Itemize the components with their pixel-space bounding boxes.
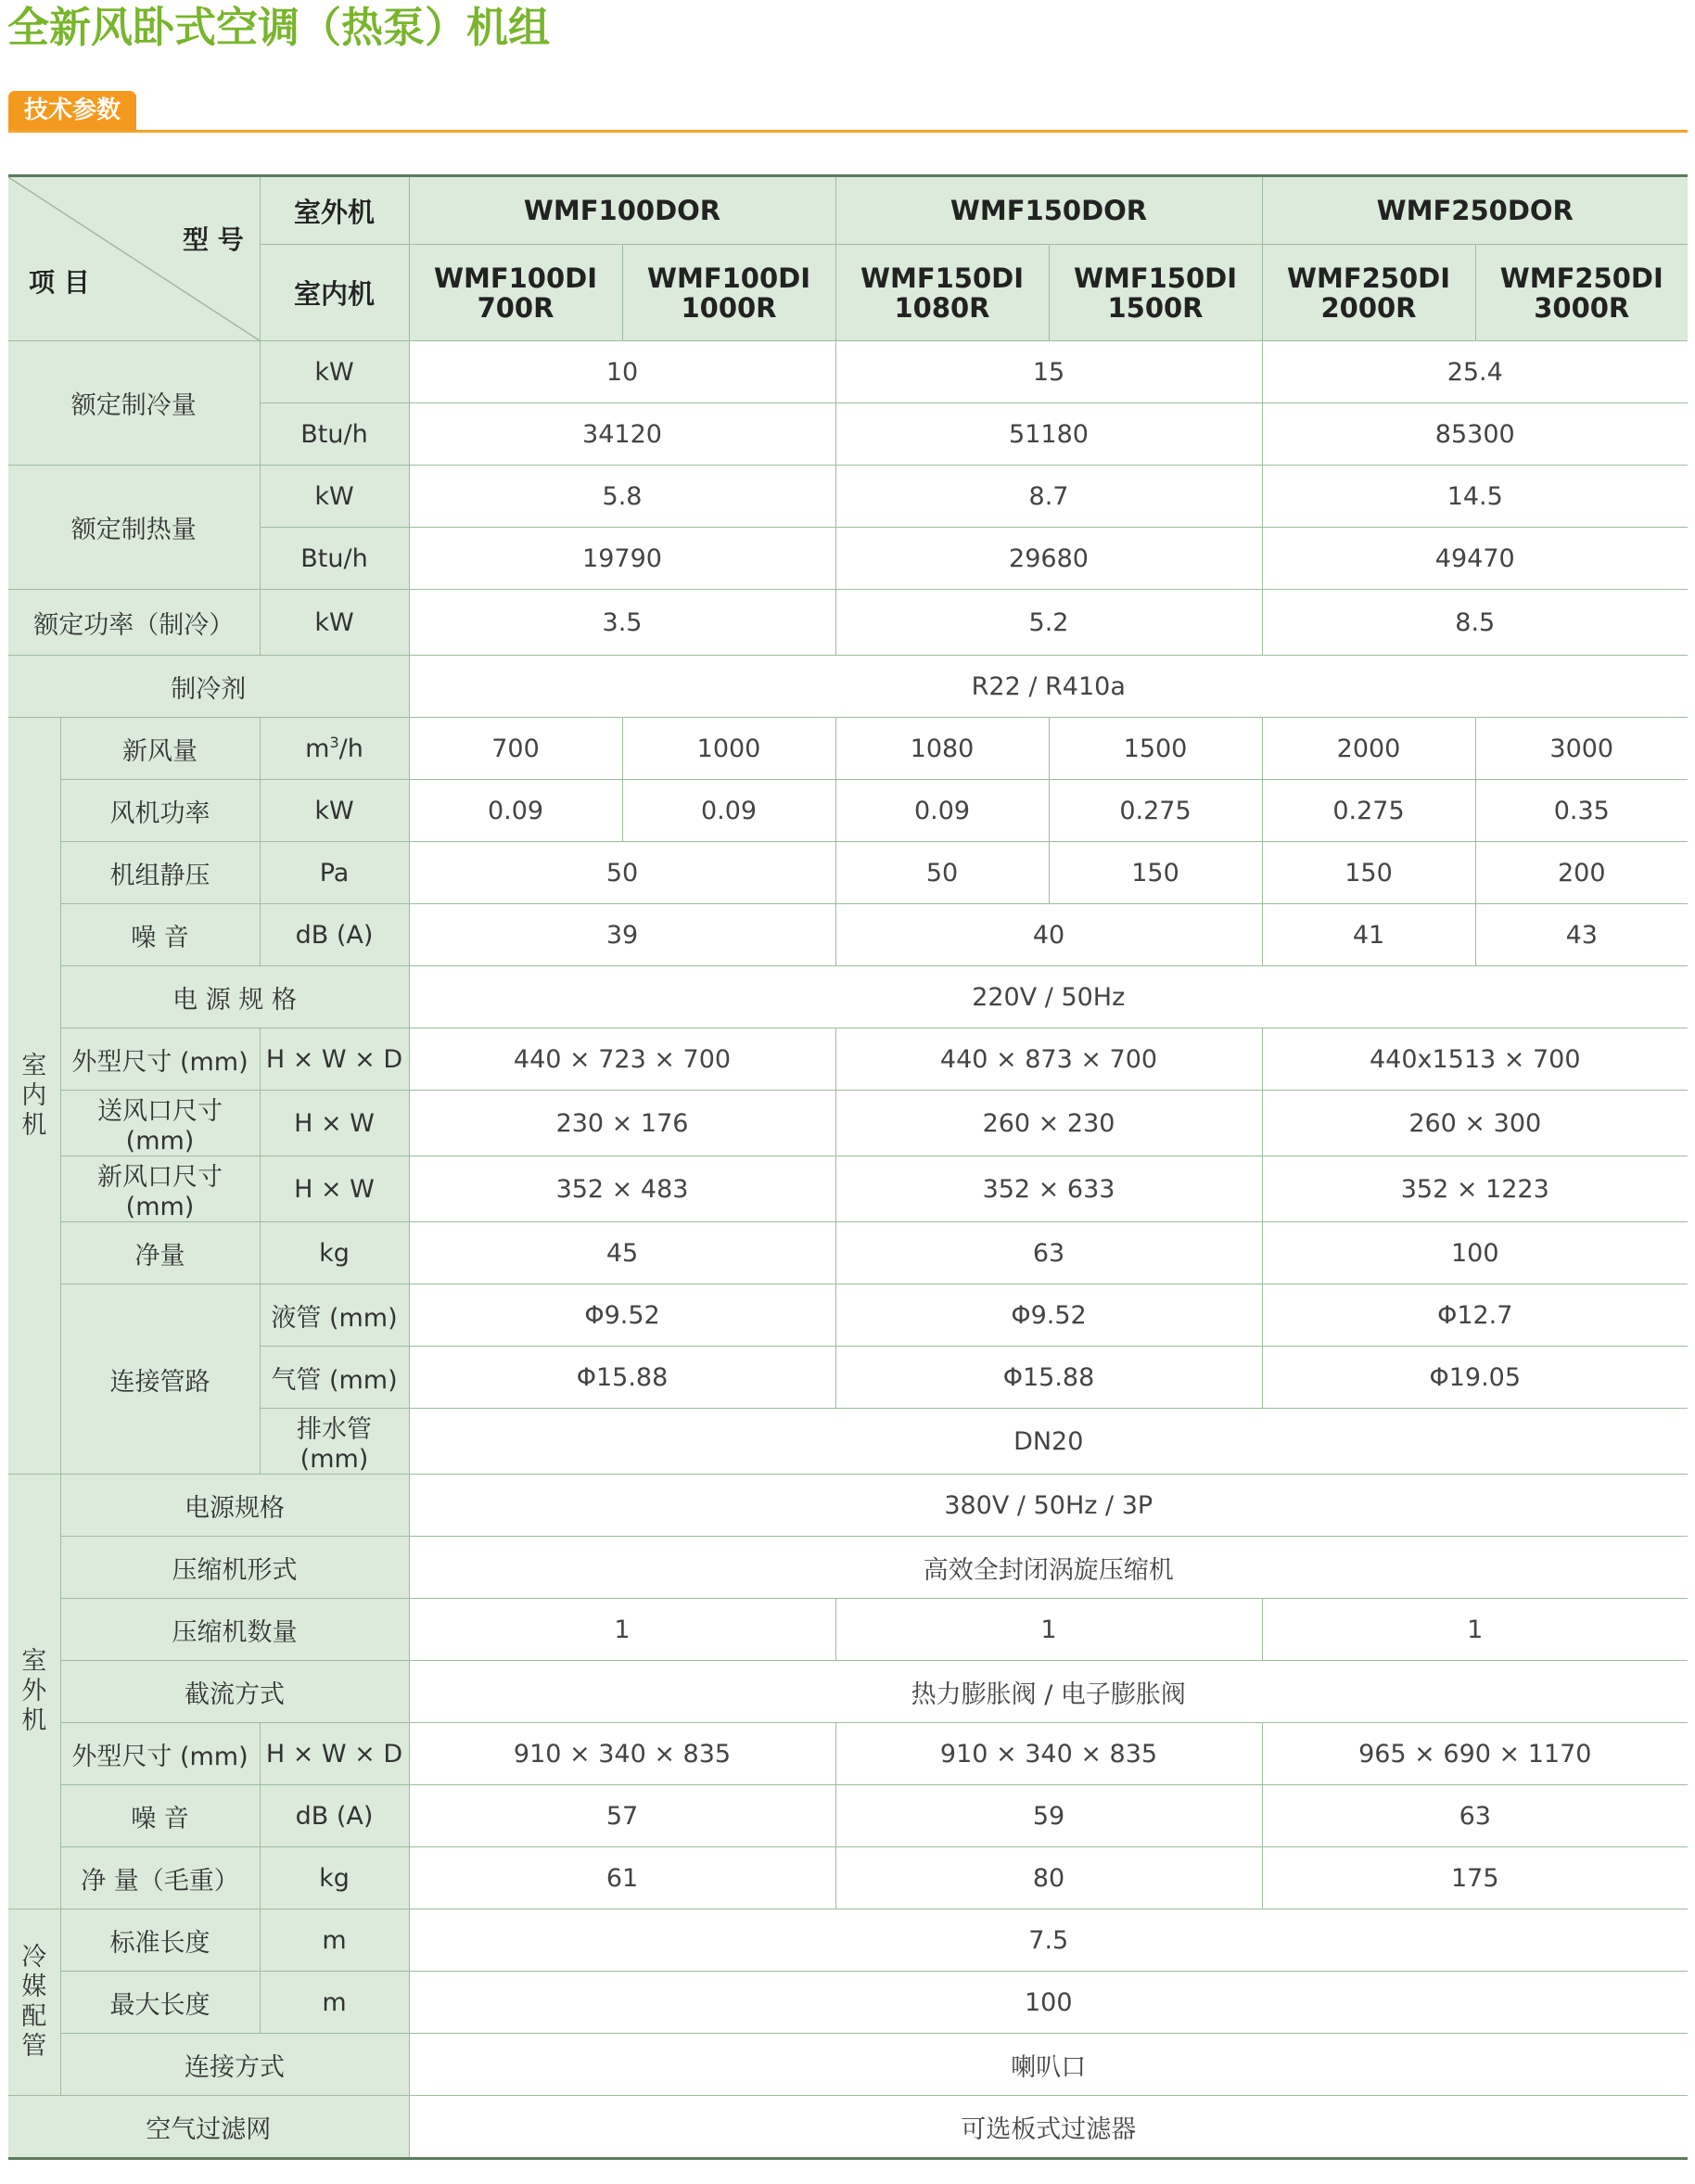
value-cell: 0.275: [1262, 780, 1475, 842]
value-cell: 51180: [835, 403, 1262, 466]
value-cell: 热力膨胀阀 / 电子膨胀阀: [409, 1661, 1688, 1723]
unit-cell: Btu/h: [260, 528, 409, 590]
value-cell: 352 × 1223: [1262, 1156, 1688, 1222]
value-cell: 63: [1262, 1785, 1688, 1847]
row-supply-outlet-size: [8, 1091, 1688, 1156]
value-cell: 25.4: [1262, 341, 1688, 403]
value-cell: 15: [835, 341, 1262, 403]
page-title: 全新风卧式空调（热泵）机组: [7, 3, 551, 52]
indoor-model: WMF150DI 1080R: [835, 245, 1049, 341]
fan-power-label: 风机功率: [60, 780, 260, 842]
value-cell: 260 × 230: [835, 1091, 1262, 1156]
value-cell: 1000: [622, 718, 835, 780]
value-cell: 100: [1262, 1222, 1688, 1284]
indoor-unit-header: 室内机: [260, 245, 409, 341]
row-cooling-capacity-kw: [8, 341, 1688, 403]
row-liquid-pipe: [8, 1284, 1688, 1347]
row-gas-pipe: [8, 1347, 1688, 1409]
indoor-model: WMF250DI 2000R: [1262, 245, 1475, 341]
compressor-type-label: 压缩机形式: [60, 1537, 409, 1599]
value-cell: 57: [409, 1785, 835, 1847]
row-standard-length: [8, 1909, 1688, 1972]
unit-cell: H × W: [260, 1091, 409, 1156]
value-cell: 440x1513 × 700: [1262, 1028, 1688, 1091]
value-cell: 19790: [409, 528, 835, 590]
unit-cell: kg: [260, 1222, 409, 1284]
value-cell: 0.275: [1049, 780, 1262, 842]
row-indoor-power-supply: [8, 966, 1688, 1028]
value-cell: 1500: [1049, 718, 1262, 780]
max-length-label: 最大长度: [60, 1972, 260, 2034]
corner-diagonal: [8, 177, 260, 340]
spec-table: [8, 174, 1688, 2160]
indoor-noise-label: 噪 音: [60, 904, 260, 966]
outdoor-model: WMF250DOR: [1262, 176, 1688, 245]
drain-pipe-label: 排水管 (mm): [260, 1409, 409, 1475]
value-cell: 40: [835, 904, 1262, 966]
outdoor-model: WMF150DOR: [835, 176, 1262, 245]
row-air-filter: [8, 2096, 1688, 2159]
unit-cell: kW: [260, 341, 409, 403]
row-outdoor-dimensions: [8, 1723, 1688, 1785]
value-cell: 1: [409, 1599, 835, 1661]
unit-cell: kg: [260, 1847, 409, 1909]
row-fan-power: [8, 780, 1688, 842]
value-cell: 59: [835, 1785, 1262, 1847]
value-cell: 200: [1475, 842, 1688, 904]
indoor-weight-label: 净量: [60, 1222, 260, 1284]
value-cell: 45: [409, 1222, 835, 1284]
value-cell: 965 × 690 × 1170: [1262, 1723, 1688, 1785]
unit-cell: kW: [260, 590, 409, 656]
unit-cell: H × W × D: [260, 1028, 409, 1091]
value-cell: 39: [409, 904, 835, 966]
value-cell: 260 × 300: [1262, 1091, 1688, 1156]
compressor-count-label: 压缩机数量: [60, 1599, 409, 1661]
value-cell: 8.7: [835, 466, 1262, 528]
unit-cell: dB (A): [260, 904, 409, 966]
value-cell: 41: [1262, 904, 1475, 966]
outdoor-dimensions-label: 外型尺寸 (mm): [60, 1723, 260, 1785]
unit-cell: $m^3/h$: [260, 718, 409, 780]
value-cell: 50: [835, 842, 1049, 904]
row-heating-capacity-btu: [8, 528, 1688, 590]
unit-cell: kW: [260, 466, 409, 528]
row-rated-power: [8, 590, 1688, 656]
header-corner: [8, 176, 260, 341]
value-cell: 1080: [835, 718, 1049, 780]
outdoor-unit-group-label: 室 外 机: [8, 1475, 60, 1909]
outdoor-noise-label: 噪 音: [60, 1785, 260, 1847]
corner-item-label: 项 目: [29, 267, 90, 298]
value-cell: 0.09: [835, 780, 1049, 842]
unit-cell: m: [260, 1972, 409, 2034]
air-filter-label: 空气过滤网: [8, 2096, 409, 2159]
value-cell: 5.8: [409, 466, 835, 528]
value-cell: 63: [835, 1222, 1262, 1284]
value-cell: 8.5: [1262, 590, 1688, 656]
value-cell: 440 × 873 × 700: [835, 1028, 1262, 1091]
value-cell: 910 × 340 × 835: [409, 1723, 835, 1785]
fresh-inlet-label: 新风口尺寸 (mm): [60, 1156, 260, 1222]
row-heating-capacity-kw: [8, 466, 1688, 528]
outdoor-weight-label: 净 量（毛重）: [60, 1847, 260, 1909]
value-cell: 可选板式过滤器: [409, 2096, 1688, 2159]
row-compressor-count: [8, 1599, 1688, 1661]
value-cell: Φ19.05: [1262, 1347, 1688, 1409]
value-cell: 220V / 50Hz: [409, 966, 1688, 1028]
corner-model-label: 型 号: [183, 224, 244, 255]
indoor-model: WMF100DI 1000R: [622, 245, 835, 341]
value-cell: 352 × 633: [835, 1156, 1262, 1222]
unit-cell: Pa: [260, 842, 409, 904]
header-row-indoor: [8, 245, 1688, 341]
piping-group-label: 冷 媒 配 管: [8, 1909, 60, 2096]
value-cell: 61: [409, 1847, 835, 1909]
value-cell: Φ12.7: [1262, 1284, 1688, 1347]
unit-cell: H × W × D: [260, 1723, 409, 1785]
gas-pipe-label: 气管 (mm): [260, 1347, 409, 1409]
row-static-pressure: [8, 842, 1688, 904]
value-cell: 80: [835, 1847, 1262, 1909]
section-divider: [8, 130, 1688, 133]
unit-cell: Btu/h: [260, 403, 409, 466]
unit-cell: kW: [260, 780, 409, 842]
value-cell: 0.35: [1475, 780, 1688, 842]
heating-capacity-label: 额定制热量: [8, 466, 260, 590]
row-indoor-dimensions: [8, 1028, 1688, 1091]
value-cell: 150: [1262, 842, 1475, 904]
liquid-pipe-label: 液管 (mm): [260, 1284, 409, 1347]
outdoor-power-supply-label: 电源规格: [60, 1475, 409, 1537]
value-cell: 440 × 723 × 700: [409, 1028, 835, 1091]
row-outdoor-noise: [8, 1785, 1688, 1847]
rated-power-label: 额定功率（制冷）: [8, 590, 260, 656]
fresh-air-volume-label: 新风量: [60, 718, 260, 780]
row-compressor-type: [8, 1537, 1688, 1599]
value-cell: 100: [409, 1972, 1688, 2034]
value-cell: 175: [1262, 1847, 1688, 1909]
value-cell: 1: [1262, 1599, 1688, 1661]
value-cell: 5.2: [835, 590, 1262, 656]
row-indoor-weight: [8, 1222, 1688, 1284]
value-cell: Φ15.88: [835, 1347, 1262, 1409]
value-cell: 2000: [1262, 718, 1475, 780]
value-cell: Φ15.88: [409, 1347, 835, 1409]
indoor-model: WMF150DI 1500R: [1049, 245, 1262, 341]
value-cell: 喇叭口: [409, 2034, 1688, 2096]
unit-cell: H × W: [260, 1156, 409, 1222]
value-cell: 29680: [835, 528, 1262, 590]
row-fresh-inlet-size: [8, 1156, 1688, 1222]
row-connect-method: [8, 2034, 1688, 2096]
value-cell: 0.09: [622, 780, 835, 842]
value-cell: 352 × 483: [409, 1156, 835, 1222]
row-outdoor-weight: [8, 1847, 1688, 1909]
row-drain-pipe: [8, 1409, 1688, 1475]
row-max-length: [8, 1972, 1688, 2034]
refrigerant-label: 制冷剂: [8, 656, 409, 718]
row-cooling-capacity-btu: [8, 403, 1688, 466]
value-cell: 3000: [1475, 718, 1688, 780]
supply-outlet-label: 送风口尺寸 (mm): [60, 1091, 260, 1156]
indoor-model: WMF250DI 3000R: [1475, 245, 1688, 341]
indoor-model: WMF100DI 700R: [409, 245, 622, 341]
indoor-unit-group-label: 室 内 机: [8, 718, 60, 1475]
row-fresh-air-volume: [8, 718, 1688, 780]
value-cell: 14.5: [1262, 466, 1688, 528]
row-indoor-noise: [8, 904, 1688, 966]
standard-length-label: 标准长度: [60, 1909, 260, 1972]
value-cell: 910 × 340 × 835: [835, 1723, 1262, 1785]
throttle-method-label: 截流方式: [60, 1661, 409, 1723]
value-cell: DN20: [409, 1409, 1688, 1475]
row-outdoor-power-supply: [8, 1475, 1688, 1537]
value-cell: 43: [1475, 904, 1688, 966]
section-tab: 技术参数: [8, 91, 136, 131]
indoor-power-supply-label: 电 源 规 格: [60, 966, 409, 1028]
unit-cell: dB (A): [260, 1785, 409, 1847]
value-cell: 380V / 50Hz / 3P: [409, 1475, 1688, 1537]
static-pressure-label: 机组静压: [60, 842, 260, 904]
value-cell: Φ9.52: [409, 1284, 835, 1347]
value-cell: 50: [409, 842, 835, 904]
indoor-dimensions-label: 外型尺寸 (mm): [60, 1028, 260, 1091]
header-row-outdoor: [8, 176, 1688, 245]
value-cell: R22 / R410a: [409, 656, 1688, 718]
row-refrigerant: [8, 656, 1688, 718]
cooling-capacity-label: 额定制冷量: [8, 341, 260, 466]
value-cell: 49470: [1262, 528, 1688, 590]
value-cell: Φ9.52: [835, 1284, 1262, 1347]
value-cell: 3.5: [409, 590, 835, 656]
value-cell: 230 × 176: [409, 1091, 835, 1156]
value-cell: 700: [409, 718, 622, 780]
value-cell: 85300: [1262, 403, 1688, 466]
value-cell: 7.5: [409, 1909, 1688, 1972]
value-cell: 34120: [409, 403, 835, 466]
outdoor-model: WMF100DOR: [409, 176, 835, 245]
value-cell: 高效全封闭涡旋压缩机: [409, 1537, 1688, 1599]
value-cell: 0.09: [409, 780, 622, 842]
row-throttle-method: [8, 1661, 1688, 1723]
connection-pipe-label: 连接管路: [60, 1284, 260, 1475]
unit-cell: m: [260, 1909, 409, 1972]
value-cell: 10: [409, 341, 835, 403]
outdoor-unit-header: 室外机: [260, 176, 409, 245]
connect-method-label: 连接方式: [60, 2034, 409, 2096]
value-cell: 150: [1049, 842, 1262, 904]
value-cell: 1: [835, 1599, 1262, 1661]
